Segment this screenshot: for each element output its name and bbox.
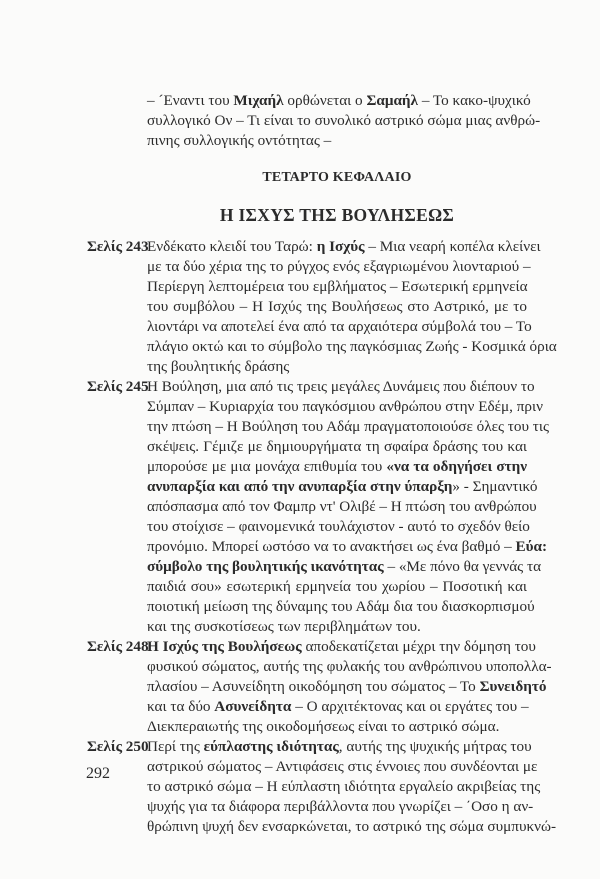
text-line [147,757,538,777]
text-run: – ´Εναντι του [147,92,234,109]
bold-text: Συνειδητό [479,678,547,695]
page-reference-label: Σελίς 248 [87,638,149,655]
text-line [147,537,548,557]
text-run: του στοίχισε – φαινομενικά τουλάχιστον - αυτό το σχεδόν θείο [147,518,530,535]
text-line [147,357,527,377]
text-line [147,91,531,111]
text-run: του συμβόλου – Η Ισχύς της Βουλήσεως στο Αστρικό, με το [147,298,527,315]
text-line [147,617,527,637]
text-run: – «Με πόνο θα γεννάς τα [383,558,542,575]
text-run: Περίεργη λεπτομέρεια του εμβλήματος – Εσωτερική ερμηνεία [147,278,528,295]
text-line [147,377,535,397]
text-line [147,111,541,131]
text-run: » - Σημαντικό [452,478,538,495]
text-run: την πτώση – Η Βούληση του Αδάμ πραγματοποιούσε όλες του τις [147,418,549,435]
page-reference-label: Σελίς 245 [87,378,149,395]
bold-text: «να τα οδηγήσει στην [386,458,527,475]
text-line [147,337,557,357]
bold-text: Ασυνείδητα [214,698,292,715]
text-run: , αυτής της ψυχικής μήτρας του [338,738,532,755]
text-run: – Μια νεαρή κοπέλα κλείνει [364,238,541,255]
text-run: και της συσκοτίσεως των περιβλημάτων του. [147,618,421,635]
text-line [147,557,542,577]
text-run: αποδεκατίζεται μέχρι την δόμηση του [301,638,536,655]
bold-text: Σαμαήλ [366,92,419,109]
bold-text: σύμβολο της βουλητικής ικανότητας [147,558,384,575]
text-run: το αστρικό σώμα – Η εύπλαστη ιδιότητα εργαλείο ακριβείας της [147,778,541,795]
text-line [147,737,532,757]
text-run: Σύμπαν – Κυριαρχία του παγκόσμιου ανθρώπου στην Εδέμ, πριν [147,398,543,415]
text-run: αστρικού σώματος – Αντιφάσεις στις έννοιες που συνδέονται με [147,758,538,775]
text-run: της βουλητικής δράσης [147,358,290,375]
text-run: μπορούσε με μια μονάχα επιθυμία του [147,458,387,475]
text-line [147,657,552,677]
text-line [147,417,549,437]
text-line [147,477,538,497]
text-run: ποιοτική μείωση της δύναμης του Αδάμ δια του διασκορπισμού [147,598,535,615]
contents-entry [87,237,557,377]
text-run: Διεκπεραιωτής της οικοδομήσεως είναι το αστρικό σώμα. [147,718,500,735]
text-line [147,817,557,837]
text-line [147,597,535,617]
text-run: με τα δύο χέρια της το ρύγχος ενός εξαγριωμένου λιονταριού – [147,258,531,275]
text-run: Ενδέκατο κλειδί του Ταρώ: [147,238,317,255]
bold-text: Εύα: [515,538,548,555]
text-run: παιδιά σου» εσωτερική ερμηνεία του χωρίου – Ποσοτική και [147,578,527,595]
text-line [147,397,543,417]
text-line [147,257,531,277]
page-number: 292 [86,765,110,782]
contents-entries [87,237,557,837]
text-line [147,437,527,457]
text-line [147,237,541,257]
text-line [147,497,537,517]
chapter-title: Η ΙΣΧΥΣ ΤΗΣ ΒΟΥΛΗΣΕΩΣ [219,205,455,225]
text-line [147,131,527,151]
text-run: απόσπασμα από τον Φαμπρ ντ' Ολιβέ – Η πτώση του ανθρώπου [147,498,537,515]
text-line [147,317,532,337]
contents-entry [87,377,549,637]
bold-text: Η Ισχύς της Βουλήσεως [147,638,302,655]
text-run: ψυχής για τα διάφορα περιβάλλοντα που γνωρίζει – ΄Οσο η αν- [147,798,534,815]
text-run: – Το κακο-ψυχικό [418,92,531,109]
bold-text: ανυπαρξία και από την ανυπαρξία στην ύπαρξη [147,478,453,495]
text-line [147,457,527,477]
text-run: ορθώνεται ο [283,92,367,109]
bold-text: εύπλαστης ιδιότητας [203,738,339,755]
text-line [147,677,547,697]
text-run: και τα δύο [147,698,215,715]
text-run: φυσικού σώματος, αυτής της φυλακής του ανθρώπινου υποπολλα- [147,658,552,675]
chapter-number: ΤΕΤΑΡΤΟ ΚΕΦΑΛΑΙΟ [262,170,412,185]
text-line [147,277,527,297]
text-line [147,717,527,737]
text-line [147,297,527,317]
text-line [147,777,541,797]
text-run: λιοντάρι να αποτελεί ένα από τα αρχαιότερα σύμβολά του – Το [147,318,532,335]
text-run: Η Βούληση, μια από τις τρεις μεγάλες Δυνάμεις που διέπουν το [147,378,535,395]
text-line [147,577,527,597]
bold-text: Μιχαήλ [233,92,284,109]
text-line [147,637,536,657]
text-run: πινης συλλογικής οντότητας – [147,132,332,149]
text-run: – Ο αρχιτέκτονας και οι εργάτες του – [291,698,529,715]
page-reference-label: Σελίς 243 [87,238,149,255]
text-line [147,517,530,537]
contents-entry [87,737,557,837]
text-run: συλλογικό Ον – Τι είναι το συνολικό αστρικό σώμα μιας ανθρώ- [147,112,541,129]
intro-paragraph [147,91,541,151]
text-run: προνόμιο. Μπορεί ωστόσο να το ανακτήσει ως ένα βαθμό – [147,538,516,555]
text-line [147,797,534,817]
text-run: πλασίου – Ασυνείδητη οικοδόμηση του σώματος – Το [147,678,480,695]
bold-text: η Ισχύς [316,238,365,255]
page-reference-label: Σελίς 250 [87,738,149,755]
text-run: θρώπινη ψυχή δεν ενσαρκώνεται, το αστρικό της σώμα συμπυκνώ- [147,818,557,835]
text-run: Περί της [147,738,204,755]
text-run: πλάγιο οκτώ και το σύμβολο της παγκόσμιας Ζωής - Κοσμικά όρια [147,338,557,355]
contents-entry [87,637,552,737]
text-line [147,697,527,717]
text-run: σκέψεις. Γέμιζε με δημιουργήματα τη σφαίρα δράσης του και [147,438,527,455]
